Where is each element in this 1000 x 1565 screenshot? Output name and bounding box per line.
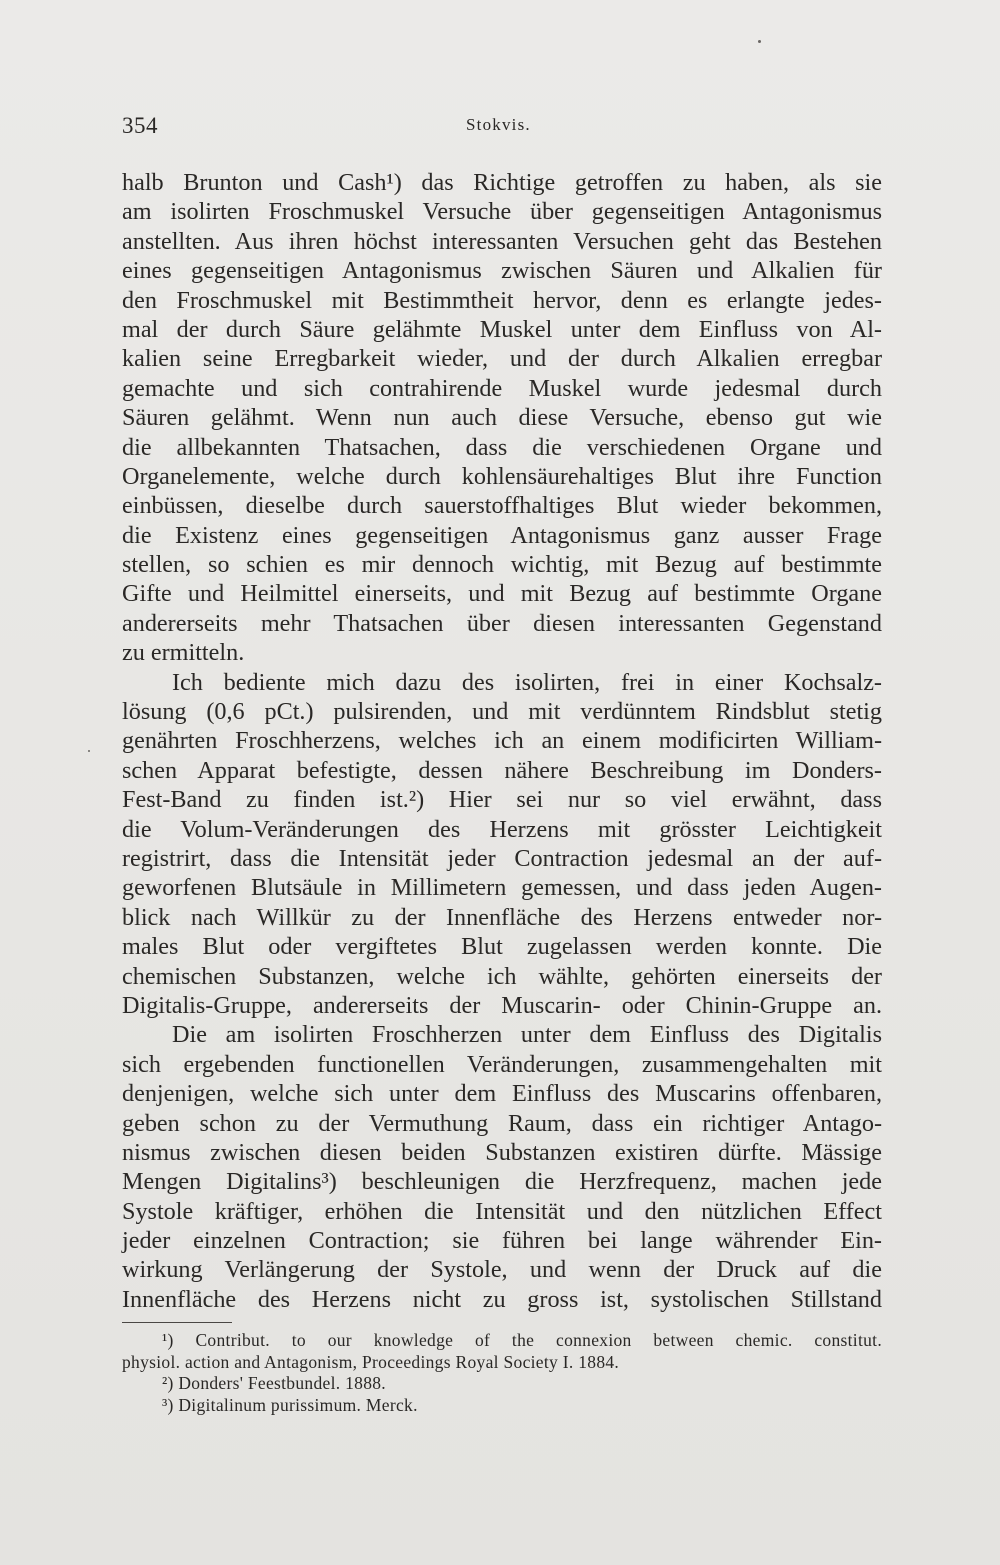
text-line: Mengen Digitalins³) beschleunigen die Herzfrequenz, machen jede	[122, 1168, 882, 1196]
text-line: nismus zwischen diesen beiden Substanzen existiren dürfte. Mässige	[122, 1138, 882, 1166]
text-line: die allbekannten Thatsachen, dass die verschiedenen Organe und	[122, 433, 882, 461]
text-line: Fest-Band zu finden ist.²) Hier sei nur so viel erwähnt, dass	[122, 786, 882, 814]
text-line: Digitalis-Gruppe, andererseits der Muscarin- oder Chinin-Gruppe an.	[122, 991, 882, 1019]
text-line: chemischen Substanzen, welche ich wählte, gehörten einerseits der	[122, 962, 882, 990]
footnote-line: physiol. action and Antagonism, Proceedings Royal Society I. 1884.	[122, 1351, 620, 1372]
text-line: wirkung Verlängerung der Systole, und wenn der Druck auf die	[122, 1256, 882, 1284]
footnote-line: ³) Digitalinum purissimum. Merck.	[162, 1394, 418, 1415]
text-line: Die am isolirten Froschherzen unter dem Einfluss des Digitalis	[172, 1021, 882, 1049]
text-line: am isolirten Froschmuskel Versuche über gegenseitigen Antagonismus	[122, 198, 882, 226]
text-line: anstellten. Aus ihren höchst interessanten Versuchen geht das Bestehen	[122, 227, 882, 255]
text-line: andererseits mehr Thatsachen über diesen interessanten Gegenstand	[122, 609, 882, 637]
text-line: geworfenen Blutsäule in Millimetern gemessen, und dass jeden Augen-	[122, 874, 882, 902]
text-line: schen Apparat befestigte, dessen nähere Beschreibung im Donders-	[122, 756, 882, 784]
text-line: jeder einzelnen Contraction; sie führen bei lange währender Ein-	[122, 1227, 882, 1255]
text-line: denjenigen, welche sich unter dem Einfluss des Muscarins offenbaren,	[122, 1080, 882, 1108]
text-line: genährten Froschherzens, welches ich an einem modificirten William-	[122, 727, 882, 755]
text-line: kalien seine Erregbarkeit wieder, und der durch Alkalien erregbar	[122, 345, 882, 373]
text-line: Gifte und Heilmittel einerseits, und mit Bezug auf bestimmte Organe	[122, 580, 882, 608]
text-line: mal der durch Säure gelähmte Muskel unter dem Einfluss von Al-	[122, 315, 882, 343]
text-line: Ich bediente mich dazu des isolirten, frei in einer Kochsalz-	[172, 668, 882, 696]
text-line: die Existenz eines gegenseitigen Antagonismus ganz ausser Frage	[122, 521, 882, 549]
text-line: lösung (0,6 pCt.) pulsirenden, und mit verdünntem Rindsblut stetig	[122, 698, 882, 726]
body-text	[122, 168, 882, 1314]
text-line: den Froschmuskel mit Bestimmtheit hervor, denn es erlangte jedes-	[122, 286, 882, 314]
text-line: eines gegenseitigen Antagonismus zwischen Säuren und Alkalien für	[122, 257, 882, 285]
footnote-line: ²) Donders' Feestbundel. 1888.	[162, 1373, 386, 1393]
text-line: Systole kräftiger, erhöhen die Intensität und den nützlichen Effect	[122, 1197, 882, 1225]
running-head: Stokvis.	[466, 115, 531, 134]
text-line: zu ermitteln.	[122, 639, 245, 667]
text-line: halb Brunton und Cash¹) das Richtige getroffen zu haben, als sie	[122, 169, 882, 196]
text-line: Innenfläche des Herzens nicht zu gross ist, systolischen Stillstand	[122, 1285, 882, 1313]
text-line: die Volum-Veränderungen des Herzens mit grösster Leichtigkeit	[122, 815, 882, 843]
text-line: einbüssen, dieselbe durch sauerstoffhaltiges Blut wieder bekommen,	[122, 492, 882, 520]
text-line: blick nach Willkür zu der Innenfläche des Herzens entweder nor-	[122, 903, 882, 931]
footnote-divider	[122, 1322, 232, 1323]
print-speck	[758, 40, 761, 43]
print-speck	[88, 750, 90, 752]
page-header	[122, 113, 882, 143]
text-line: stellen, so schien es mir dennoch wichtig, mit Bezug auf bestimmte	[122, 551, 882, 579]
text-line: geben schon zu der Vermuthung Raum, dass ein richtiger Antago-	[122, 1109, 882, 1137]
page-number: 354	[122, 113, 158, 138]
text-line: Organelemente, welche durch kohlensäurehaltiges Blut ihre Function	[122, 462, 882, 490]
text-line: sich ergebenden functionellen Veränderungen, zusammengehalten mit	[122, 1050, 882, 1078]
text-line: gemachte und sich contrahirende Muskel wurde jedesmal durch	[122, 374, 882, 402]
footnote-line: ¹) Contribut. to our knowledge of the connexion between chemic. constitut.	[162, 1330, 882, 1350]
footnotes	[122, 1330, 882, 1416]
text-line: Säuren gelähmt. Wenn nun auch diese Versuche, ebenso gut wie	[122, 404, 882, 432]
text-line: males Blut oder vergiftetes Blut zugelassen werden konnte. Die	[122, 933, 882, 961]
text-line: registrirt, dass die Intensität jeder Contraction jedesmal an der auf-	[122, 844, 882, 872]
